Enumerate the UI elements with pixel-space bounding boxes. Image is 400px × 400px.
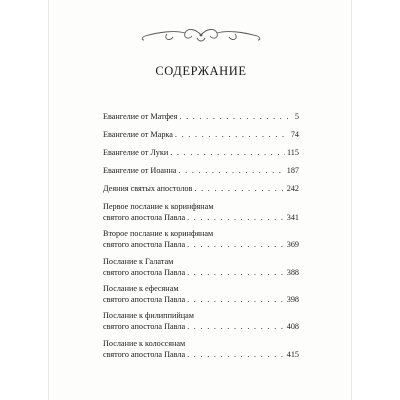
page-number: 415 bbox=[286, 349, 299, 359]
page-number: 388 bbox=[286, 267, 299, 277]
toc-entry[interactable] bbox=[103, 130, 299, 141]
entry-title-line2: святого апостола Павла bbox=[103, 212, 186, 222]
entry-title-line2: святого апостола Павла bbox=[103, 349, 186, 359]
toc-entry[interactable] bbox=[103, 229, 299, 250]
dot-leader bbox=[175, 130, 289, 141]
page-number: 398 bbox=[286, 294, 299, 304]
toc-entry[interactable] bbox=[103, 284, 299, 305]
page-number: 74 bbox=[290, 130, 299, 139]
page-number: 408 bbox=[286, 321, 299, 331]
entry-title-line1: Послание к колоссянам bbox=[103, 339, 186, 348]
entry-title-line2: святого апостола Павла bbox=[103, 267, 186, 277]
entry-title: Евангелие от Марка bbox=[103, 130, 173, 139]
table-of-contents-title: СОДЕРЖАНИЕ bbox=[155, 64, 247, 78]
toc-entry[interactable] bbox=[103, 166, 299, 177]
page-number: 341 bbox=[286, 212, 299, 222]
toc-entry[interactable] bbox=[103, 339, 299, 360]
entry-title-line1: Послание к ефесянам bbox=[103, 284, 179, 293]
dot-leader bbox=[170, 148, 285, 159]
entry-title: Деяния святых апостолов bbox=[103, 184, 193, 193]
entry-title-line2: святого апостола Павла bbox=[103, 294, 186, 304]
entry-title: Евангелие от Луки bbox=[103, 148, 169, 157]
dot-leader bbox=[187, 295, 285, 306]
toc-entry[interactable] bbox=[103, 202, 299, 223]
entry-title: Евангелие от Матфея bbox=[103, 112, 178, 121]
toc-entry[interactable] bbox=[103, 257, 299, 278]
dot-leader bbox=[187, 350, 285, 361]
page-number: 187 bbox=[286, 166, 299, 175]
toc-entry[interactable] bbox=[103, 184, 299, 195]
dot-leader bbox=[187, 240, 285, 251]
entry-title-line1: Первое послание к коринфянам bbox=[103, 202, 214, 211]
dot-leader bbox=[187, 213, 285, 224]
toc-entry[interactable] bbox=[103, 311, 299, 332]
dot-leader bbox=[178, 166, 284, 177]
entry-title-line2: святого апостола Павла bbox=[103, 321, 186, 331]
dot-leader bbox=[187, 322, 285, 333]
dot-leader bbox=[194, 184, 284, 195]
page-number: 242 bbox=[286, 184, 299, 193]
entry-title-line1: Послание к филиппийцам bbox=[103, 311, 194, 320]
toc-entry[interactable] bbox=[103, 112, 299, 123]
page-number: 369 bbox=[286, 239, 299, 249]
dot-leader bbox=[187, 268, 285, 279]
entry-title-line1: Второе послание к коринфянам bbox=[103, 229, 214, 238]
page-number: 5 bbox=[294, 112, 299, 121]
flourish-ornament-icon bbox=[137, 24, 265, 46]
entry-title-line2: святого апостола Павла bbox=[103, 239, 186, 249]
entry-title-line1: Послание к Галатам bbox=[103, 257, 174, 266]
toc-entry[interactable] bbox=[103, 148, 299, 159]
entry-title: Евангелие от Иоанна bbox=[103, 166, 177, 175]
page-number: 115 bbox=[287, 148, 299, 157]
dot-leader bbox=[179, 112, 293, 123]
book-page bbox=[48, 0, 352, 400]
